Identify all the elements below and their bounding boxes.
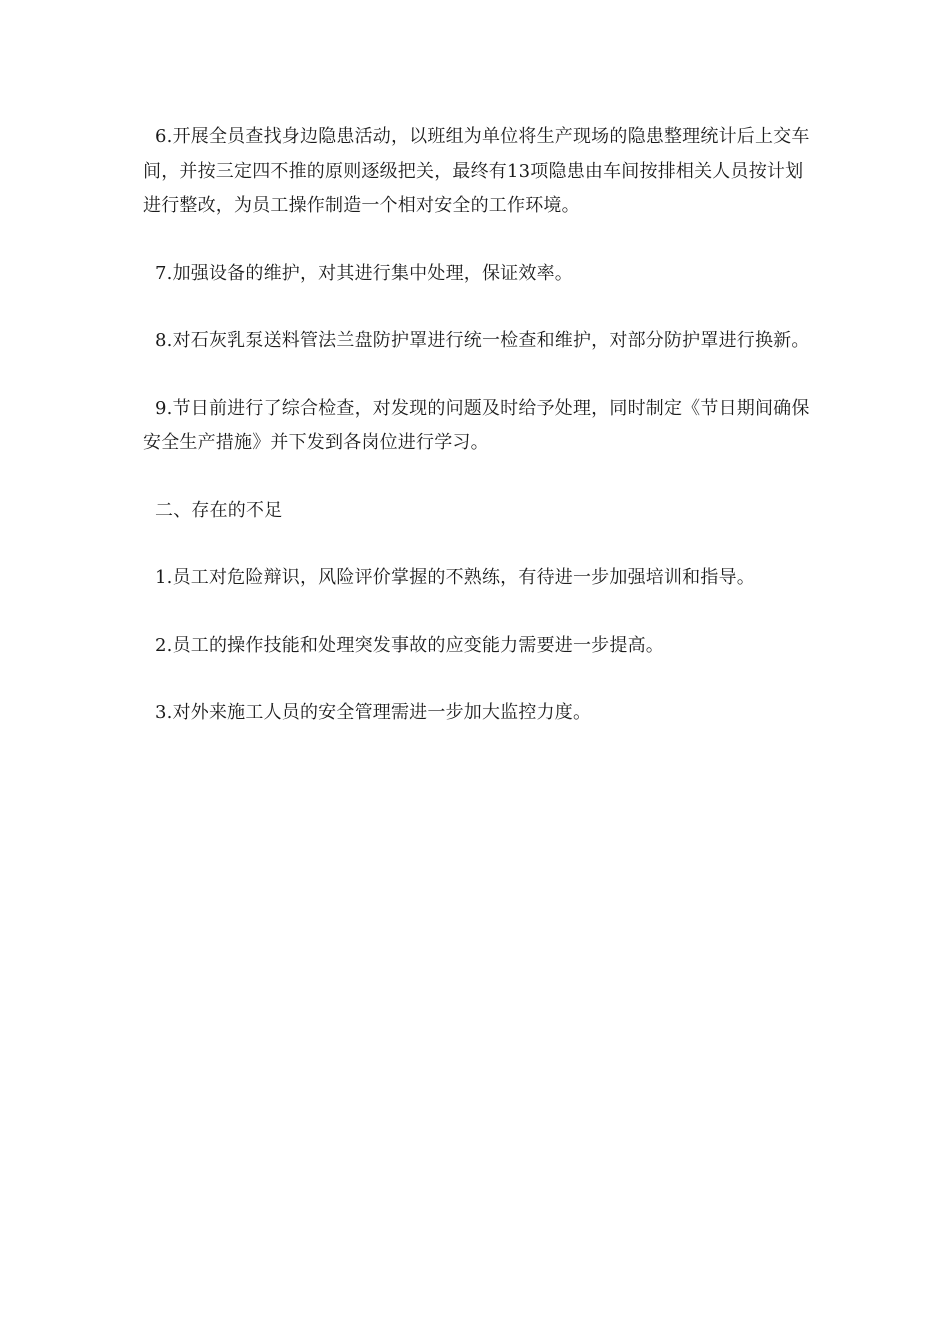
paragraph-item-7: 7.加强设备的维护，对其进行集中处理，保证效率。: [155, 262, 573, 284]
shortcoming-item-3: 3.对外来施工人员的安全管理需进一步加大监控力度。: [155, 702, 592, 723]
shortcoming-item-2: 2.员工的操作技能和处理突发事故的应变能力需要进一步提高。: [155, 634, 664, 656]
section-heading-shortcomings: 二、存在的不足: [155, 499, 283, 521]
paragraph-item-8: 8.对石灰乳泵送料管法兰盘防护罩进行统一检查和维护，对部分防护罩进行换新。: [155, 330, 810, 351]
shortcoming-item-1: 1.员工对危险辩识，风险评价掌握的不熟练，有待进一步加强培训和指导。: [155, 567, 755, 588]
paragraph-item-6: 6.开展全员查找身边隐患活动，以班组为单位将生产现场的隐患整理统计后上交车间，并按三定四不推的原则逐级把关，最终有13项隐患由车间按排相关人员按计划进行整改，为员工操作制造一个相对安全的工作环境。: [143, 126, 810, 216]
paragraph-item-9: 9.节日前进行了综合检查，对发现的问题及时给予处理，同时制定《节日期间确保安全生产措施》并下发到各岗位进行学习。: [143, 397, 810, 453]
document-body: [143, 120, 813, 731]
